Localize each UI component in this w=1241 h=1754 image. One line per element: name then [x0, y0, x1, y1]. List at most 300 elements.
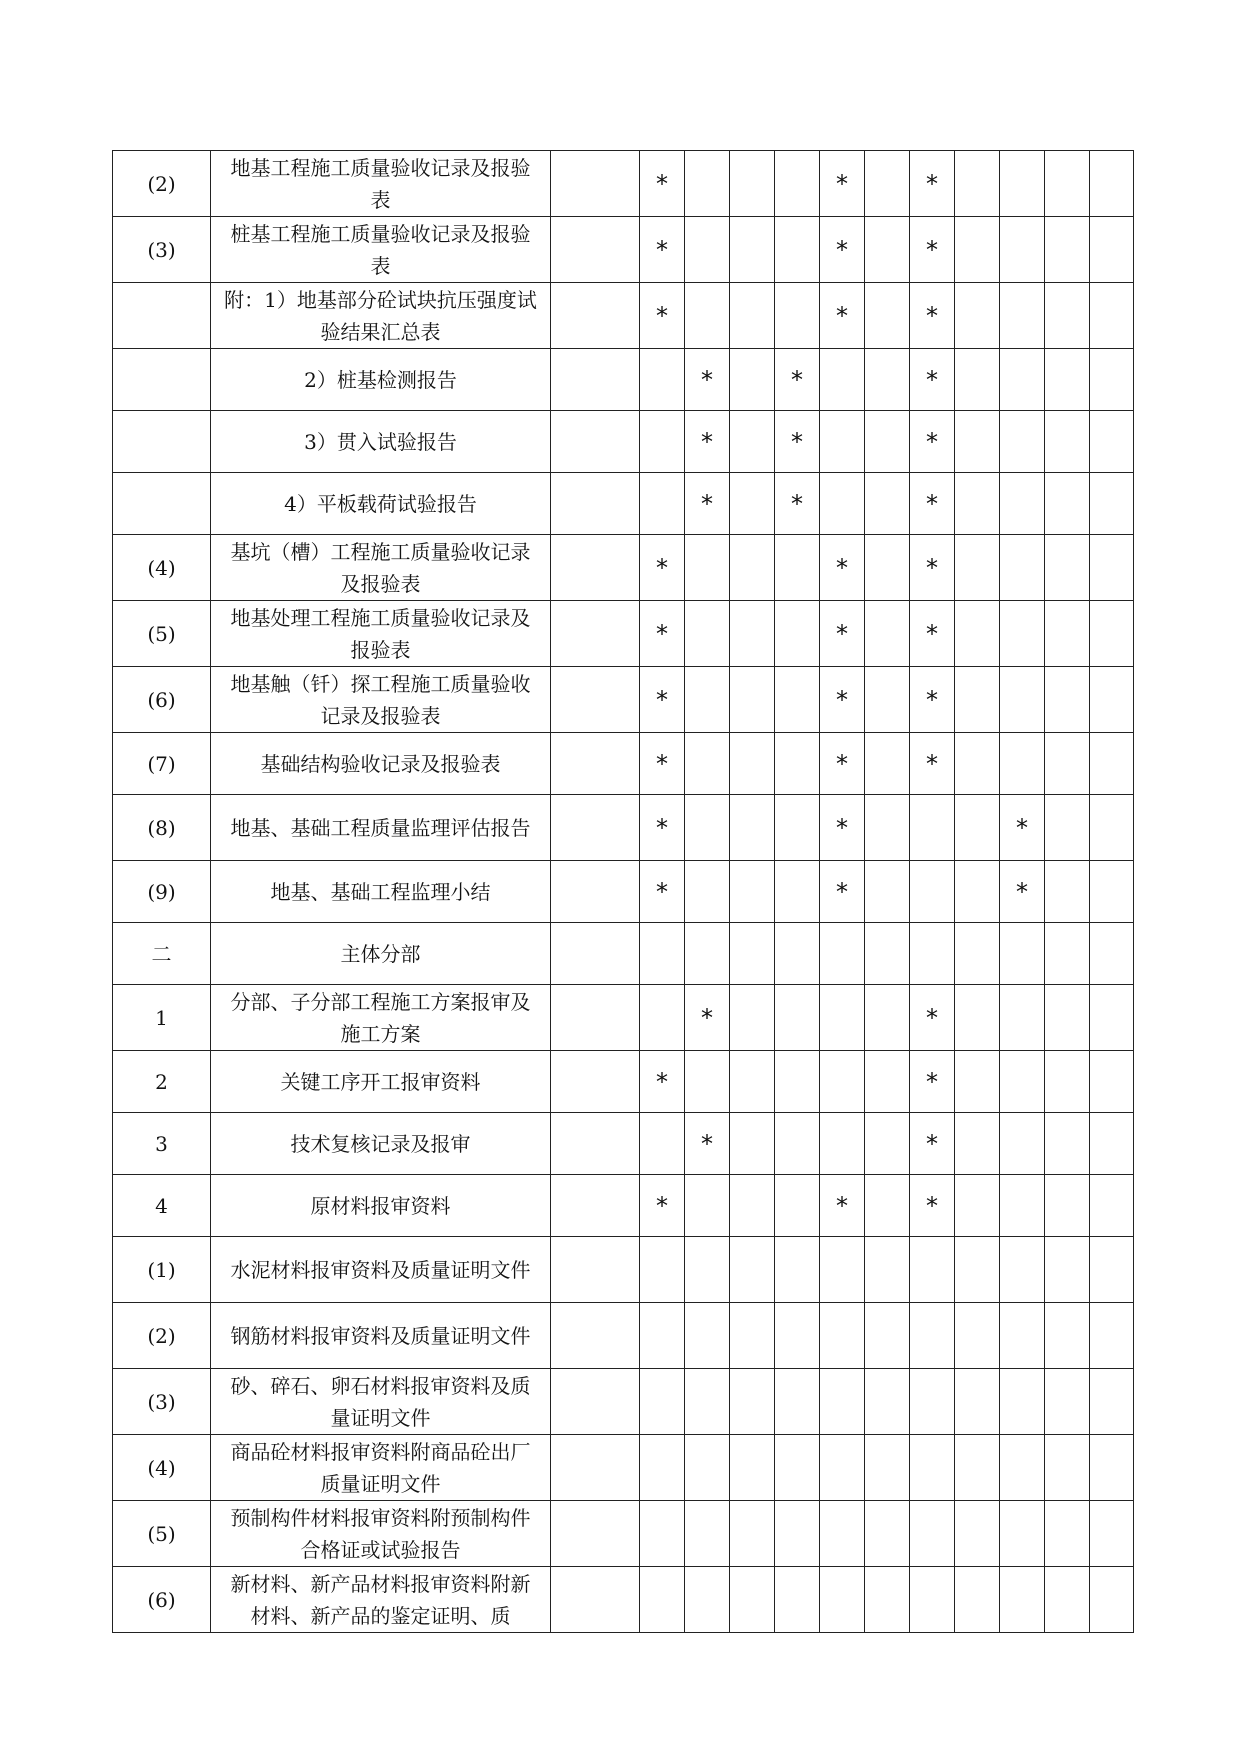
- mark-cell: [910, 1501, 955, 1567]
- mark-cell: [955, 1237, 1000, 1303]
- mark-cell: [640, 1303, 685, 1369]
- mark-cell: [865, 1435, 910, 1501]
- item-name-cell: 水泥材料报审资料及质量证明文件: [211, 1237, 551, 1303]
- document-table: [112, 150, 1134, 1633]
- mark-cell: [551, 1303, 640, 1369]
- item-name-cell: 基础结构验收记录及报验表: [211, 733, 551, 795]
- item-number-cell: (4): [113, 535, 211, 601]
- mark-cell: [1045, 1369, 1090, 1435]
- item-name-cell: 钢筋材料报审资料及质量证明文件: [211, 1303, 551, 1369]
- mark-cell: [730, 733, 775, 795]
- mark-cell: *: [775, 473, 820, 535]
- mark-cell: [1045, 151, 1090, 217]
- mark-cell: *: [685, 473, 730, 535]
- table-row: [113, 795, 1134, 861]
- item-name-cell: 新材料、新产品材料报审资料附新材料、新产品的鉴定证明、质: [211, 1567, 551, 1633]
- mark-cell: [1000, 601, 1045, 667]
- mark-cell: [1000, 1303, 1045, 1369]
- mark-cell: [865, 667, 910, 733]
- mark-cell: [551, 1175, 640, 1237]
- mark-cell: [865, 1051, 910, 1113]
- mark-cell: [820, 1435, 865, 1501]
- item-name-cell: 2）桩基检测报告: [211, 349, 551, 411]
- mark-cell: [955, 1175, 1000, 1237]
- mark-cell: [1045, 283, 1090, 349]
- mark-cell: [1090, 923, 1134, 985]
- table-row: [113, 1051, 1134, 1113]
- mark-cell: [955, 1051, 1000, 1113]
- mark-cell: [955, 473, 1000, 535]
- mark-cell: [1090, 1435, 1134, 1501]
- mark-cell: [685, 923, 730, 985]
- mark-cell: [775, 535, 820, 601]
- mark-cell: [730, 473, 775, 535]
- mark-cell: [1090, 1113, 1134, 1175]
- mark-cell: [820, 1303, 865, 1369]
- mark-cell: [910, 1303, 955, 1369]
- mark-cell: [1045, 217, 1090, 283]
- mark-cell: [1000, 1501, 1045, 1567]
- table-row: [113, 601, 1134, 667]
- mark-cell: [865, 1567, 910, 1633]
- table-row: [113, 667, 1134, 733]
- mark-cell: [775, 601, 820, 667]
- mark-cell: *: [820, 535, 865, 601]
- mark-cell: [910, 1369, 955, 1435]
- mark-cell: [955, 733, 1000, 795]
- mark-cell: [820, 473, 865, 535]
- mark-cell: [730, 411, 775, 473]
- item-number-cell: 4: [113, 1175, 211, 1237]
- mark-cell: *: [910, 1113, 955, 1175]
- mark-cell: [1045, 349, 1090, 411]
- mark-cell: *: [640, 861, 685, 923]
- mark-cell: *: [910, 283, 955, 349]
- mark-cell: [820, 1369, 865, 1435]
- mark-cell: [730, 1237, 775, 1303]
- mark-cell: [685, 1501, 730, 1567]
- item-number-cell: (9): [113, 861, 211, 923]
- mark-cell: *: [640, 217, 685, 283]
- mark-cell: [730, 535, 775, 601]
- mark-cell: [1045, 985, 1090, 1051]
- mark-cell: [685, 733, 730, 795]
- mark-cell: [685, 1567, 730, 1633]
- mark-cell: [730, 795, 775, 861]
- mark-cell: [730, 1175, 775, 1237]
- table-row: [113, 283, 1134, 349]
- mark-cell: [1045, 1237, 1090, 1303]
- mark-cell: [1090, 601, 1134, 667]
- mark-cell: [730, 1501, 775, 1567]
- mark-cell: [551, 283, 640, 349]
- mark-cell: [1045, 667, 1090, 733]
- item-name-cell: 地基、基础工程质量监理评估报告: [211, 795, 551, 861]
- mark-cell: *: [910, 473, 955, 535]
- mark-cell: [685, 601, 730, 667]
- mark-cell: [1090, 349, 1134, 411]
- mark-cell: [730, 1369, 775, 1435]
- mark-cell: [1000, 1237, 1045, 1303]
- mark-cell: [1090, 1303, 1134, 1369]
- mark-cell: [1090, 733, 1134, 795]
- mark-cell: [775, 217, 820, 283]
- mark-cell: [551, 1435, 640, 1501]
- mark-cell: [775, 1501, 820, 1567]
- mark-cell: [775, 1237, 820, 1303]
- item-name-cell: 基坑（槽）工程施工质量验收记录及报验表: [211, 535, 551, 601]
- mark-cell: [820, 349, 865, 411]
- mark-cell: *: [820, 1175, 865, 1237]
- mark-cell: [1045, 1435, 1090, 1501]
- mark-cell: [1045, 1567, 1090, 1633]
- mark-cell: [1000, 411, 1045, 473]
- item-name-cell: 地基处理工程施工质量验收记录及报验表: [211, 601, 551, 667]
- mark-cell: [1090, 667, 1134, 733]
- item-name-cell: 地基工程施工质量验收记录及报验表: [211, 151, 551, 217]
- item-number-cell: 2: [113, 1051, 211, 1113]
- mark-cell: [640, 1369, 685, 1435]
- mark-cell: [1090, 151, 1134, 217]
- item-number-cell: (6): [113, 667, 211, 733]
- mark-cell: [955, 535, 1000, 601]
- mark-cell: [955, 349, 1000, 411]
- mark-cell: *: [640, 151, 685, 217]
- mark-cell: [865, 1175, 910, 1237]
- mark-cell: [1045, 923, 1090, 985]
- mark-cell: *: [820, 601, 865, 667]
- item-name-cell: 4）平板载荷试验报告: [211, 473, 551, 535]
- mark-cell: [1045, 733, 1090, 795]
- mark-cell: [730, 1435, 775, 1501]
- item-name-cell: 桩基工程施工质量验收记录及报验表: [211, 217, 551, 283]
- mark-cell: [1000, 733, 1045, 795]
- mark-cell: [1045, 1113, 1090, 1175]
- item-number-cell: (8): [113, 795, 211, 861]
- mark-cell: [685, 217, 730, 283]
- item-number-cell: [113, 473, 211, 535]
- mark-cell: [1090, 985, 1134, 1051]
- item-number-cell: 3: [113, 1113, 211, 1175]
- mark-cell: [775, 1175, 820, 1237]
- mark-cell: [1045, 861, 1090, 923]
- item-name-cell: 原材料报审资料: [211, 1175, 551, 1237]
- mark-cell: *: [820, 283, 865, 349]
- mark-cell: [730, 861, 775, 923]
- mark-cell: [685, 1303, 730, 1369]
- mark-cell: [955, 151, 1000, 217]
- mark-cell: [1090, 473, 1134, 535]
- mark-cell: [1045, 1501, 1090, 1567]
- item-number-cell: (5): [113, 601, 211, 667]
- mark-cell: *: [910, 733, 955, 795]
- mark-cell: [551, 667, 640, 733]
- mark-cell: [865, 151, 910, 217]
- mark-cell: [865, 1369, 910, 1435]
- item-number-cell: [113, 349, 211, 411]
- mark-cell: *: [910, 349, 955, 411]
- mark-cell: [820, 1113, 865, 1175]
- mark-cell: [955, 411, 1000, 473]
- mark-cell: [685, 283, 730, 349]
- mark-cell: [730, 217, 775, 283]
- table-row: [113, 1237, 1134, 1303]
- mark-cell: [685, 861, 730, 923]
- mark-cell: [865, 601, 910, 667]
- mark-cell: [1090, 1567, 1134, 1633]
- mark-cell: *: [640, 795, 685, 861]
- mark-cell: [685, 1435, 730, 1501]
- mark-cell: [955, 985, 1000, 1051]
- mark-cell: *: [640, 733, 685, 795]
- mark-cell: [955, 667, 1000, 733]
- mark-cell: [955, 601, 1000, 667]
- mark-cell: [820, 985, 865, 1051]
- mark-cell: [910, 923, 955, 985]
- mark-cell: [551, 1237, 640, 1303]
- mark-cell: [1000, 473, 1045, 535]
- table-row: [113, 1175, 1134, 1237]
- mark-cell: [1000, 283, 1045, 349]
- mark-cell: [955, 1303, 1000, 1369]
- mark-cell: [865, 217, 910, 283]
- mark-cell: [551, 985, 640, 1051]
- mark-cell: *: [820, 795, 865, 861]
- mark-cell: [955, 1435, 1000, 1501]
- mark-cell: [955, 923, 1000, 985]
- mark-cell: [730, 667, 775, 733]
- mark-cell: [1045, 1303, 1090, 1369]
- mark-cell: [865, 283, 910, 349]
- mark-cell: [1090, 535, 1134, 601]
- mark-cell: [551, 473, 640, 535]
- mark-cell: [730, 151, 775, 217]
- mark-cell: *: [820, 217, 865, 283]
- mark-cell: [1090, 1369, 1134, 1435]
- item-number-cell: (1): [113, 1237, 211, 1303]
- mark-cell: [1090, 1175, 1134, 1237]
- mark-cell: [640, 1237, 685, 1303]
- mark-cell: [640, 473, 685, 535]
- mark-cell: [1090, 283, 1134, 349]
- mark-cell: [730, 601, 775, 667]
- mark-cell: *: [775, 349, 820, 411]
- item-name-cell: 地基触（钎）探工程施工质量验收记录及报验表: [211, 667, 551, 733]
- mark-cell: [775, 733, 820, 795]
- mark-cell: [551, 349, 640, 411]
- mark-cell: [1090, 411, 1134, 473]
- mark-cell: [1045, 411, 1090, 473]
- mark-cell: [685, 151, 730, 217]
- mark-cell: [865, 411, 910, 473]
- mark-cell: [820, 1567, 865, 1633]
- table-row: [113, 985, 1134, 1051]
- item-number-cell: 1: [113, 985, 211, 1051]
- mark-cell: [775, 795, 820, 861]
- mark-cell: [685, 795, 730, 861]
- mark-cell: [775, 1113, 820, 1175]
- item-name-cell: 分部、子分部工程施工方案报审及施工方案: [211, 985, 551, 1051]
- item-name-cell: 地基、基础工程监理小结: [211, 861, 551, 923]
- mark-cell: [955, 795, 1000, 861]
- mark-cell: [865, 535, 910, 601]
- mark-cell: [820, 1237, 865, 1303]
- table-row: [113, 473, 1134, 535]
- mark-cell: [1000, 1567, 1045, 1633]
- mark-cell: *: [640, 535, 685, 601]
- mark-cell: [775, 151, 820, 217]
- mark-cell: *: [640, 1175, 685, 1237]
- mark-cell: [640, 1567, 685, 1633]
- mark-cell: *: [820, 861, 865, 923]
- mark-cell: *: [685, 985, 730, 1051]
- mark-cell: [955, 1113, 1000, 1175]
- mark-cell: [730, 1051, 775, 1113]
- item-number-cell: 二: [113, 923, 211, 985]
- mark-cell: [551, 1051, 640, 1113]
- mark-cell: [551, 1369, 640, 1435]
- mark-cell: [640, 923, 685, 985]
- mark-cell: [1045, 535, 1090, 601]
- mark-cell: [730, 283, 775, 349]
- mark-cell: [1045, 1051, 1090, 1113]
- table-row: [113, 1303, 1134, 1369]
- mark-cell: [775, 985, 820, 1051]
- mark-cell: [1045, 795, 1090, 861]
- table-row: [113, 411, 1134, 473]
- table-body: [113, 151, 1134, 1633]
- mark-cell: [640, 1113, 685, 1175]
- mark-cell: [820, 411, 865, 473]
- mark-cell: [865, 985, 910, 1051]
- mark-cell: [640, 1435, 685, 1501]
- item-name-cell: 关键工序开工报审资料: [211, 1051, 551, 1113]
- mark-cell: [685, 1237, 730, 1303]
- mark-cell: [1045, 1175, 1090, 1237]
- mark-cell: [730, 349, 775, 411]
- item-name-cell: 主体分部: [211, 923, 551, 985]
- item-name-cell: 商品砼材料报审资料附商品砼出厂质量证明文件: [211, 1435, 551, 1501]
- mark-cell: [685, 1051, 730, 1113]
- mark-cell: [1000, 1175, 1045, 1237]
- mark-cell: [775, 923, 820, 985]
- item-number-cell: (2): [113, 151, 211, 217]
- mark-cell: [730, 1567, 775, 1633]
- mark-cell: [551, 217, 640, 283]
- mark-cell: [551, 151, 640, 217]
- item-number-cell: (3): [113, 1369, 211, 1435]
- table-row: [113, 1501, 1134, 1567]
- mark-cell: [955, 283, 1000, 349]
- mark-cell: [775, 1051, 820, 1113]
- mark-cell: [551, 1567, 640, 1633]
- mark-cell: [730, 1113, 775, 1175]
- mark-cell: [775, 861, 820, 923]
- mark-cell: [551, 795, 640, 861]
- mark-cell: [551, 535, 640, 601]
- mark-cell: *: [910, 985, 955, 1051]
- mark-cell: [865, 923, 910, 985]
- mark-cell: *: [1000, 861, 1045, 923]
- table-row: [113, 1113, 1134, 1175]
- mark-cell: [1000, 217, 1045, 283]
- table-row: [113, 1435, 1134, 1501]
- mark-cell: *: [775, 411, 820, 473]
- mark-cell: [910, 1435, 955, 1501]
- mark-cell: [685, 1175, 730, 1237]
- mark-cell: *: [640, 667, 685, 733]
- mark-cell: [1090, 1237, 1134, 1303]
- mark-cell: *: [820, 733, 865, 795]
- mark-cell: *: [685, 411, 730, 473]
- mark-cell: [955, 1501, 1000, 1567]
- mark-cell: [551, 861, 640, 923]
- mark-cell: *: [910, 535, 955, 601]
- mark-cell: [551, 1501, 640, 1567]
- mark-cell: [551, 733, 640, 795]
- mark-cell: [1090, 1501, 1134, 1567]
- mark-cell: [551, 601, 640, 667]
- mark-cell: [775, 1369, 820, 1435]
- mark-cell: [1045, 601, 1090, 667]
- mark-cell: [1090, 1051, 1134, 1113]
- mark-cell: [910, 1567, 955, 1633]
- mark-cell: [1000, 667, 1045, 733]
- item-number-cell: (5): [113, 1501, 211, 1567]
- mark-cell: [685, 667, 730, 733]
- mark-cell: [1000, 151, 1045, 217]
- mark-cell: [865, 1237, 910, 1303]
- mark-cell: [955, 861, 1000, 923]
- mark-cell: [775, 1567, 820, 1633]
- item-name-cell: 附：1）地基部分砼试块抗压强度试验结果汇总表: [211, 283, 551, 349]
- mark-cell: [730, 985, 775, 1051]
- mark-cell: *: [910, 601, 955, 667]
- mark-cell: [865, 733, 910, 795]
- mark-cell: [640, 985, 685, 1051]
- mark-cell: [1090, 795, 1134, 861]
- mark-cell: [551, 411, 640, 473]
- item-number-cell: (6): [113, 1567, 211, 1633]
- mark-cell: *: [640, 601, 685, 667]
- table-row: [113, 861, 1134, 923]
- item-number-cell: [113, 411, 211, 473]
- mark-cell: [1090, 217, 1134, 283]
- mark-cell: [955, 1369, 1000, 1435]
- mark-cell: [955, 1567, 1000, 1633]
- mark-cell: [910, 795, 955, 861]
- mark-cell: *: [910, 411, 955, 473]
- mark-cell: [865, 349, 910, 411]
- mark-cell: [865, 1113, 910, 1175]
- mark-cell: [1000, 985, 1045, 1051]
- mark-cell: [685, 1369, 730, 1435]
- mark-cell: [685, 535, 730, 601]
- mark-cell: [640, 411, 685, 473]
- mark-cell: [865, 1501, 910, 1567]
- mark-cell: [1000, 1435, 1045, 1501]
- table-row: [113, 733, 1134, 795]
- mark-cell: *: [910, 1051, 955, 1113]
- mark-cell: [910, 1237, 955, 1303]
- mark-cell: [775, 283, 820, 349]
- table-row: [113, 1567, 1134, 1633]
- mark-cell: [1000, 1051, 1045, 1113]
- mark-cell: [551, 1113, 640, 1175]
- mark-cell: [551, 923, 640, 985]
- mark-cell: [775, 1435, 820, 1501]
- item-number-cell: (2): [113, 1303, 211, 1369]
